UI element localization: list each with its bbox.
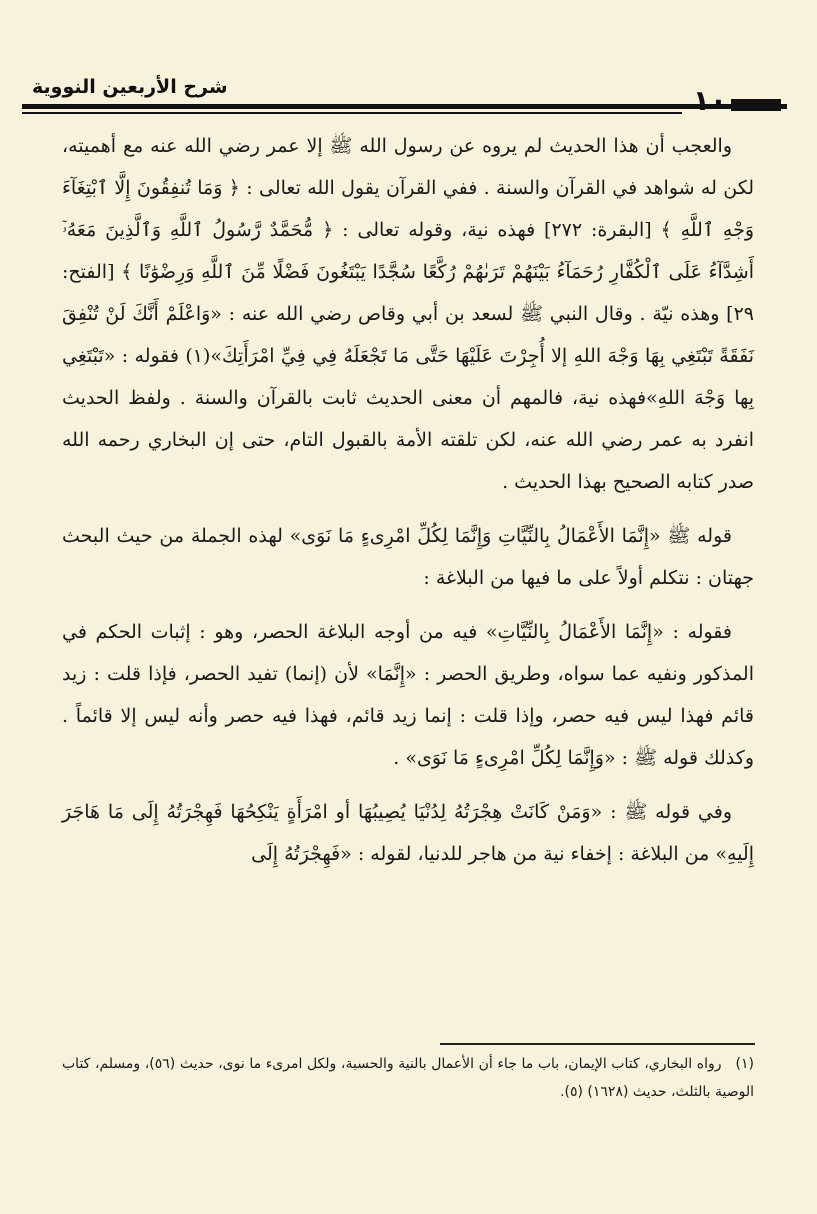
footnote-text: رواه البخاري، كتاب الإيمان، باب ما جاء أن الأعمال بالنية والحسبة، ولكل امرىء ما نوى، حديث (٥٦)، ومسلم، كتاب الوصية بالثلث، حديث (١٦٢٨) (٥). — [62, 1056, 754, 1100]
paragraph-3: فقوله : «إِنَّمَا الأَعْمَالُ بِالنِّيَّاتِ» فيه من أوجه البلاغة الحصر، وهو : إثبات الحكم في المذكور ونفيه عما سواه، وطريق الحصر : «إِنَّمَا» لأن (إنما) تفيد الحصر، فإذا قلت : زيد قائم فهذا ليس فيه حصر، وإذا قلت : إنما زيد قائم، فهذا فيه حصر وأنه ليس إلا قائماً . وكذلك قوله ﷺ : «وَإِنَّمَا لِكُلِّ امْرِىءٍ مَا نَوَى» . — [62, 621, 754, 769]
paragraph-4: وفي قوله ﷺ : «وَمَنْ كَانَتْ هِجْرَتُهُ لِدُنْيَا يُصِيبُهَا أو امْرَأَةٍ يَنْكِحُهَا فَهِجْرَتُهُ إِلَى مَا هَاجَرَ إِلَيهِ» من البلاغة : إخفاء نية من هاجر للدنيا، لقوله : «فَهِجْرَتُهُ إِلَى — [62, 801, 754, 865]
header-rule-thick — [22, 104, 787, 109]
header-rule-thin — [22, 112, 682, 114]
page-header — [22, 70, 787, 130]
footnote-number: (١) — [735, 1056, 754, 1072]
page-number: ١٠ — [692, 84, 727, 117]
page-number-ornament — [731, 99, 781, 104]
main-text — [62, 125, 754, 875]
page-number-ornament-lower — [731, 108, 781, 111]
footnotes — [62, 1050, 754, 1106]
book-title: شرح الأربعين النووية — [32, 76, 228, 98]
footnote-separator — [440, 1043, 755, 1045]
paragraph-1: والعجب أن هذا الحديث لم يروه عن رسول الله ﷺ إلا عمر رضي الله عنه مع أهميته، لكن له شواهد في القرآن والسنة . ففي القرآن يقول الله تعالى : ﴿ وَمَا تُنفِقُونَ إِلَّا ٱبْتِغَآءَ وَجْهِ ٱللَّهِ ﴾ [البقرة: ٢٧٢] فهذه نية، وقوله تعالى : ﴿ مُّحَمَّدٌ رَّسُولُ ٱللَّهِ وَٱلَّذِينَ مَعَهُۥٓ أَشِدَّآءُ عَلَى ٱلْكُفَّارِ رُحَمَآءُ بَيْنَهُمْ تَرَىٰهُمْ رُكَّعًا سُجَّدًا يَبْتَغُونَ فَضْلًا مِّنَ ٱللَّهِ وَرِضْوَٰنًا ﴾ [الفتح: ٢٩] وهذه نيّة . وقال النبي ﷺ لسعد بن أبي وقاص رضي الله عنه : «وَاعْلَمْ أَنَّكَ لَنْ تُنْفِقَ نَفَقَةً تَبْتَغِي بِهَا وَجْهَ اللهِ إلا أُجِرْتَ عَلَيْهَا حَتَّى مَا تَجْعَلَهُ فِي فِيِّ امْرَأَتِكَ»(١) فقوله : «تَبْتَغِي بِها وَجْهَ اللهِ»فهذه نية، فالمهم أن معنى الحديث ثابت بالقرآن والسنة . ولفظ الحديث انفرد به عمر رضي الله عنه، لكن تلقته الأمة بالقبول التام، حتى إن البخاري رحمه الله صدر كتابه الصحيح بهذا الحديث . — [62, 135, 754, 493]
paragraph-2: قوله ﷺ «إِنَّمَا الأَعْمَالُ بِالنِّيَّاتِ وَإِنَّمَا لِكُلِّ امْرِىءٍ مَا نَوَى» لهذه الجملة من حيث البحث جهتان : نتكلم أولاً على ما فيها من البلاغة : — [62, 525, 754, 589]
